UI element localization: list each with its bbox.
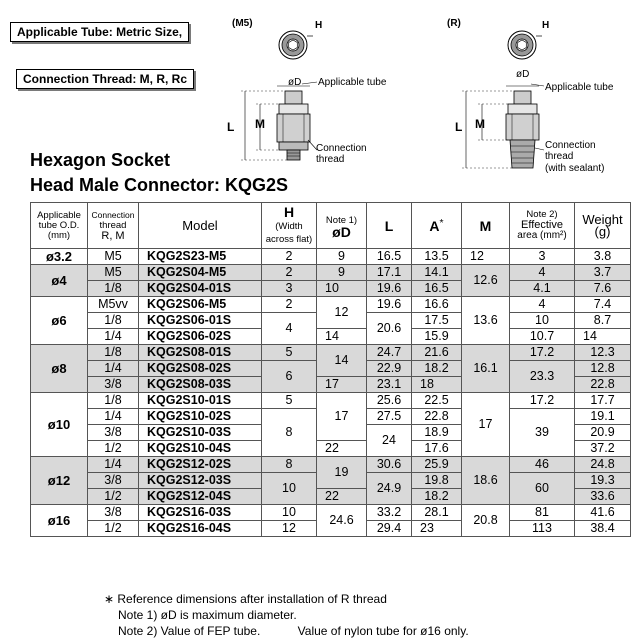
- cell-weight: 20.9: [575, 425, 631, 441]
- cell-d: 9: [317, 249, 367, 265]
- cell-d: 14: [317, 329, 367, 345]
- cell-area: 60: [510, 473, 575, 505]
- cell-area: 4: [510, 297, 575, 313]
- col-d-line1: Note 1): [325, 214, 358, 226]
- cell-a: 22.8: [412, 409, 462, 425]
- cell-a: 23: [412, 521, 462, 537]
- cell-thread: M5vv: [88, 297, 139, 313]
- cell-weight: 17.7: [575, 393, 631, 409]
- cell-l: 25.6: [367, 393, 412, 409]
- cell-weight: 41.6: [575, 505, 631, 521]
- cell-d: 9: [317, 265, 367, 281]
- cell-l: 24.7: [367, 345, 412, 361]
- cell-weight: 7.4: [575, 297, 631, 313]
- cell-a: 18.9: [412, 425, 462, 441]
- cell-l: 16.5: [367, 249, 412, 265]
- cell-a: 16.5: [412, 281, 462, 297]
- cell-thread: 3/8: [88, 425, 139, 441]
- cell-weight: 33.6: [575, 489, 631, 505]
- cell-thread: 1/4: [88, 361, 139, 377]
- col-h-line1: H: [283, 204, 295, 220]
- product-title-line2: Head Male Connector: KQG2S: [30, 175, 289, 195]
- cell-thread: 1/8: [88, 345, 139, 361]
- cell-h: 6: [262, 361, 317, 393]
- cell-weight: 24.8: [575, 457, 631, 473]
- m5-m-label: M: [255, 117, 265, 131]
- m5-view-title: (M5): [232, 18, 253, 29]
- cell-area: 39: [510, 409, 575, 457]
- thread-type-label: Connection Thread: M, R, Rc: [16, 69, 194, 89]
- table-row: [31, 265, 631, 281]
- col-m-header: M: [462, 203, 510, 249]
- col-od-line3: (mm): [47, 229, 71, 241]
- cell-area: 10: [510, 313, 575, 329]
- col-area-header: [510, 203, 575, 249]
- footnotes: [104, 591, 469, 639]
- cell-thread: 1/2: [88, 441, 139, 457]
- cell-model: KQG2S08-01S: [139, 345, 262, 361]
- cell-l: 30.6: [367, 457, 412, 473]
- cell-model: KQG2S06-02S: [139, 329, 262, 345]
- cell-d: 22: [317, 441, 367, 457]
- m5-conn-label-1: Connection: [316, 143, 367, 154]
- cell-od: ø8: [31, 345, 88, 393]
- r-od-label: øD: [516, 69, 530, 80]
- table-row: [31, 457, 631, 473]
- cell-model: KQG2S04-01S: [139, 281, 262, 297]
- note-2: Note 2) Value of FEP tube.: [118, 624, 261, 638]
- cell-m: 17: [462, 393, 510, 457]
- cell-a: 19.8: [412, 473, 462, 489]
- cell-thread: 1/8: [88, 281, 139, 297]
- cell-weight: 19.1: [575, 409, 631, 425]
- cell-h: 3: [262, 281, 317, 297]
- col-od-header: [31, 203, 88, 249]
- cell-m: 12.6: [462, 265, 510, 297]
- cell-d: 17: [317, 377, 367, 393]
- cell-thread: 1/2: [88, 521, 139, 537]
- cell-model: KQG2S12-04S: [139, 489, 262, 505]
- cell-a: 17.5: [412, 313, 462, 329]
- cell-weight: 37.2: [575, 441, 631, 457]
- col-thread-line3: R, M: [101, 229, 125, 242]
- cell-weight: 19.3: [575, 473, 631, 489]
- col-h-line2: (Width: [275, 221, 303, 232]
- cell-od: ø4: [31, 265, 88, 297]
- cell-model: KQG2S08-03S: [139, 377, 262, 393]
- cell-area: 3: [510, 249, 575, 265]
- cell-l: 19.6: [367, 281, 412, 297]
- cell-d: 14: [317, 345, 367, 377]
- cell-area: 17.2: [510, 393, 575, 409]
- cell-model: KQG2S10-04S: [139, 441, 262, 457]
- cell-d: 24.6: [317, 505, 367, 537]
- cell-weight: 14: [575, 329, 631, 345]
- cell-area: 81: [510, 505, 575, 521]
- cell-m: 16.1: [462, 345, 510, 393]
- cell-weight: 12.8: [575, 361, 631, 377]
- cell-model: KQG2S10-01S: [139, 393, 262, 409]
- cell-d: 17: [317, 393, 367, 441]
- cell-thread: 1/4: [88, 409, 139, 425]
- cell-weight: 38.4: [575, 521, 631, 537]
- cell-a: 22.5: [412, 393, 462, 409]
- cell-a: 13.5: [412, 249, 462, 265]
- table-row: [31, 393, 631, 409]
- table-header-row: [31, 203, 631, 249]
- cell-model: KQG2S10-02S: [139, 409, 262, 425]
- cell-l: 22.9: [367, 361, 412, 377]
- cell-l: 29.4: [367, 521, 412, 537]
- cell-h: 12: [262, 521, 317, 537]
- table-row: [31, 329, 631, 345]
- m5-tube-label: Applicable tube: [318, 77, 387, 88]
- r-tube-label: Applicable tube: [545, 82, 614, 93]
- cell-a: 14.1: [412, 265, 462, 281]
- col-model-header: Model: [139, 203, 262, 249]
- col-od-line2: tube O.D.: [38, 219, 80, 231]
- m5-od-label: øD: [288, 77, 302, 88]
- col-a-label: A: [429, 218, 440, 235]
- cell-thread: 3/8: [88, 505, 139, 521]
- cell-area: 4: [510, 265, 575, 281]
- cell-weight: 8.7: [575, 313, 631, 329]
- cell-a: 18.2: [412, 489, 462, 505]
- cell-thread: M5: [88, 265, 139, 281]
- cell-l: 17.1: [367, 265, 412, 281]
- cell-a: 16.6: [412, 297, 462, 313]
- col-thread-header: [88, 203, 139, 249]
- cell-h: 8: [262, 409, 317, 457]
- col-weight-line1: Weight: [582, 211, 623, 227]
- cell-model: KQG2S06-M5: [139, 297, 262, 313]
- col-weight-header: [575, 203, 631, 249]
- cell-m: 20.8: [462, 505, 510, 537]
- cell-l: 33.2: [367, 505, 412, 521]
- col-area-line2: Effective: [521, 219, 563, 231]
- cell-thread: M5: [88, 249, 139, 265]
- cell-model: KQG2S06-01S: [139, 313, 262, 329]
- cell-od: ø16: [31, 505, 88, 537]
- cell-area: 113: [510, 521, 575, 537]
- cell-od: ø12: [31, 457, 88, 505]
- cell-h: 10: [262, 473, 317, 505]
- cell-l: 24.9: [367, 473, 412, 505]
- cell-m: 18.6: [462, 457, 510, 505]
- col-od-line1: Applicable: [37, 209, 81, 221]
- cell-weight: 3.7: [575, 265, 631, 281]
- cell-model: KQG2S23-M5: [139, 249, 262, 265]
- cell-thread: 1/2: [88, 489, 139, 505]
- cell-model: KQG2S16-04S: [139, 521, 262, 537]
- r-view-title: (R): [447, 18, 461, 29]
- r-conn-label-1: Connection: [545, 140, 596, 151]
- cell-h: 2: [262, 297, 317, 313]
- cell-thread: 3/8: [88, 377, 139, 393]
- cell-d: 22: [317, 489, 367, 505]
- cell-a: 18: [412, 377, 462, 393]
- cell-thread: 1/4: [88, 329, 139, 345]
- cell-a: 21.6: [412, 345, 462, 361]
- note-star: ∗ Reference dimensions after installation of R thread: [104, 592, 387, 606]
- cell-m: 12: [462, 249, 510, 265]
- r-h-label: H: [542, 20, 550, 31]
- cell-area: 46: [510, 457, 575, 473]
- cell-h: 4: [262, 313, 317, 345]
- table-row: [31, 281, 631, 297]
- cell-a: 25.9: [412, 457, 462, 473]
- col-h-line3: across flat): [265, 234, 313, 245]
- cell-weight: 12.3: [575, 345, 631, 361]
- cell-thread: 1/4: [88, 457, 139, 473]
- cell-od: ø6: [31, 297, 88, 345]
- cell-thread: 1/8: [88, 313, 139, 329]
- table-row: [31, 249, 631, 265]
- cell-model: KQG2S12-02S: [139, 457, 262, 473]
- cell-area: 17.2: [510, 345, 575, 361]
- cell-thread: 1/8: [88, 393, 139, 409]
- note-2-row: [104, 623, 469, 639]
- note-1: Note 1) øD is maximum diameter.: [118, 608, 297, 622]
- cell-l: 19.6: [367, 297, 412, 313]
- m5-conn-label-2: thread: [316, 154, 345, 165]
- r-conn-label-2: thread: [545, 151, 574, 162]
- cell-model: KQG2S08-02S: [139, 361, 262, 377]
- cell-weight: 22.8: [575, 377, 631, 393]
- cell-a: 28.1: [412, 505, 462, 521]
- cell-d: 19: [317, 457, 367, 489]
- tube-size-label: Applicable Tube: Metric Size,: [10, 22, 189, 42]
- col-weight-line2: (g): [594, 223, 611, 239]
- cell-area: 23.3: [510, 361, 575, 393]
- cell-d: 12: [317, 297, 367, 329]
- cell-model: KQG2S04-M5: [139, 265, 262, 281]
- cell-area: 4.1: [510, 281, 575, 297]
- m5-l-label: L: [227, 120, 235, 134]
- table-row: [31, 505, 631, 521]
- col-area-line3: area (mm²): [517, 230, 567, 241]
- m5-h-label: H: [315, 20, 323, 31]
- cell-area: 10.7: [510, 329, 575, 345]
- cell-od: ø10: [31, 393, 88, 457]
- r-m-label: M: [475, 117, 485, 131]
- note-2-nylon: Value of nylon tube for ø16 only.: [297, 624, 469, 638]
- cell-model: KQG2S16-03S: [139, 505, 262, 521]
- spec-table: [30, 202, 631, 537]
- cell-a: 17.6: [412, 441, 462, 457]
- r-drawing: [440, 12, 610, 182]
- cell-weight: 3.8: [575, 249, 631, 265]
- col-a-star: *: [439, 217, 444, 229]
- cell-l: 27.5: [367, 409, 412, 425]
- cell-model: KQG2S10-03S: [139, 425, 262, 441]
- cell-a: 15.9: [412, 329, 462, 345]
- col-d-line2: øD: [332, 223, 351, 240]
- col-thread-line1: Connection: [91, 209, 135, 220]
- cell-h: 5: [262, 393, 317, 409]
- cell-h: 10: [262, 505, 317, 521]
- col-area-line1: Note 2): [526, 209, 558, 220]
- cell-d: 10: [317, 281, 367, 297]
- cell-l: 24: [367, 425, 412, 457]
- col-l-header: L: [367, 203, 412, 249]
- col-h-header: [262, 203, 317, 249]
- cell-m: 13.6: [462, 297, 510, 345]
- cell-h: 5: [262, 345, 317, 361]
- cell-thread: 3/8: [88, 473, 139, 489]
- table-row: [31, 297, 631, 313]
- cell-h: 8: [262, 457, 317, 473]
- cell-a: 18.2: [412, 361, 462, 377]
- cell-h: 2: [262, 265, 317, 281]
- table-row: [31, 345, 631, 361]
- cell-model: KQG2S12-03S: [139, 473, 262, 489]
- cell-l: 23.1: [367, 377, 412, 393]
- col-d-header: [317, 203, 367, 249]
- col-a-header: [412, 203, 462, 249]
- r-l-label: L: [455, 120, 463, 134]
- cell-od: ø3.2: [31, 249, 88, 265]
- cell-h: 2: [262, 249, 317, 265]
- cell-l: 20.6: [367, 313, 412, 345]
- product-title-line1: Hexagon Socket: [30, 150, 171, 170]
- cell-weight: 7.6: [575, 281, 631, 297]
- r-sealant-label: (with sealant): [545, 163, 605, 174]
- col-thread-line2: thread: [99, 219, 127, 231]
